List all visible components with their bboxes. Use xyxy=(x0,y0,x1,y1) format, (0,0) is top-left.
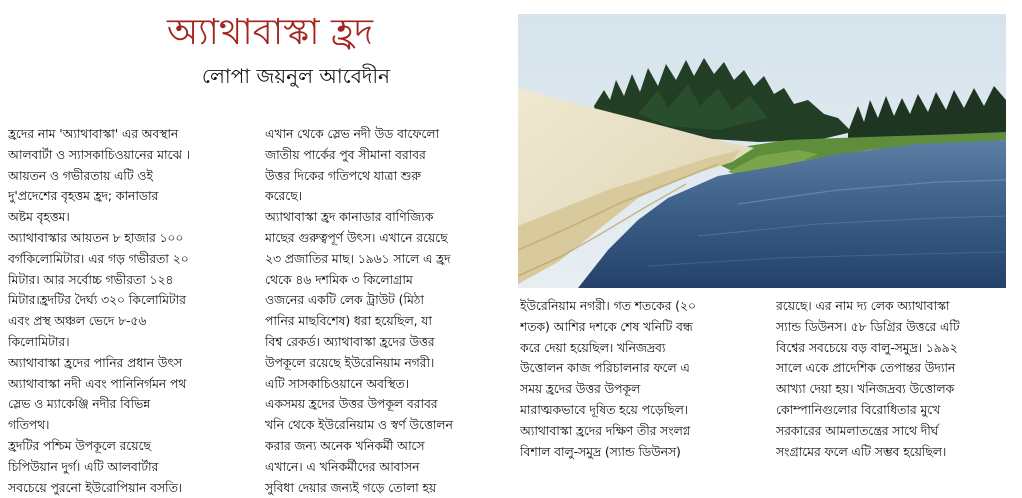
column-1-line: দু'প্রদেশের বৃহত্তম হ্রদ; কানাডার xyxy=(8,188,159,204)
column-4-line: বিশ্বের সবচেয়ে বড় বালু-সমুদ্র। ১৯৯২ xyxy=(776,339,958,355)
text-column-2 xyxy=(265,124,505,498)
column-3-line: বিশাল বালু-সমুদ্র (স্যান্ড ডিউনস) xyxy=(520,443,681,459)
column-1-line: সবচেয়ে পুরনো ইউরোপিয়ান বসতি। xyxy=(8,479,183,495)
column-4-line: স্যান্ড ডিউনস। ৫৮ ডিগ্রির উত্তরে এটি xyxy=(776,318,960,334)
column-2-line: মাছের গুরুত্বপূর্ণ উৎস। এখানে রয়েছে xyxy=(265,229,448,245)
column-1-line: অ্যাথাবাস্কার আয়তন ৮ হাজার ১০০ xyxy=(8,229,184,245)
text-column-1 xyxy=(8,124,258,498)
column-2-line: ২৩ প্রজাতির মাছ। ১৯৬১ সালে এ হ্রদ xyxy=(265,250,451,266)
text-column-4 xyxy=(776,296,1016,462)
column-2-line: ওজনের একটি লেক ট্রাউট (মিঠা xyxy=(265,292,424,308)
column-3-line: মারাত্মকভাবে দূষিত হয়ে পড়েছিল। xyxy=(520,401,689,417)
column-2-line: বিশ্ব রেকর্ড। অ্যাথাবাস্কা হ্রদের উত্তর xyxy=(265,333,435,349)
column-1-line: গতিপথ। xyxy=(8,417,50,433)
column-2-line: একসময় হ্রদের উত্তর উপকূল বরাবর xyxy=(265,396,438,412)
column-1-line: অ্যাথাবাস্কা হ্রদের পানির প্রধান উৎস xyxy=(8,354,182,370)
column-1-line: মিটার। আর সর্বোচ্চ গভীরতা ১২৪ xyxy=(8,271,174,287)
column-1-line: হ্রদের নাম 'অ্যাথাবাস্কা' এর অবস্থান xyxy=(8,126,179,141)
text-column-3 xyxy=(520,296,765,462)
column-1-line: এবং প্রস্থ অঞ্চল ভেদে ৮-৫৬ xyxy=(8,313,147,329)
article-title: অ্যাথাবাস্কা হ্রদ xyxy=(166,12,374,53)
column-2-line: খনি থেকে ইউরেনিয়াম ও স্বর্ণ উত্তোলন xyxy=(265,417,453,433)
column-2-line: থেকে ৪৬ দশমিক ৩ কিলোগ্রাম xyxy=(265,271,413,287)
column-1-line: চিপিউয়ান দুর্গ। এটি আলবার্টার xyxy=(8,458,159,474)
column-3-line: উত্তোলন কাজ পরিচালনার ফলে এ xyxy=(520,360,690,376)
column-3-line: অ্যাথাবাস্কা হ্রদের দক্ষিণ তীর সংলগ্ন xyxy=(520,422,691,438)
column-1-line: কিলোমিটার। xyxy=(8,333,70,349)
column-2-line: এখান থেকে স্লেভ নদী উড বাফেলো xyxy=(265,126,440,141)
column-3-line: সময় হ্রদের উত্তর উপকূল xyxy=(520,381,641,397)
column-2-line: উপকূলে রয়েছে ইউরেনিয়াম নগরী। xyxy=(265,354,435,370)
column-2-line: এটি সাসকাচিওয়ানে অবস্থিত। xyxy=(265,375,409,391)
column-2-line: পানির মাছবিশেষ) ধরা হয়েছিল, যা xyxy=(265,313,432,329)
column-3-line: ইউরেনিয়াম নগরী। গত শতকের (২০ xyxy=(520,298,696,313)
column-1-line: স্লেভ ও ম্যাকেঞ্জি নদীর বিভিন্ন xyxy=(8,396,151,412)
column-4-line: সরকারের আমলাতন্ত্রের সাথে দীর্ঘ xyxy=(776,422,939,438)
column-1-line: বর্গকিলোমিটার। এর গড় গভীরতা ২০ xyxy=(8,250,189,266)
column-4-line: আখ্যা দেয়া হয়। খনিজদ্রব্য উত্তোলক xyxy=(776,381,955,397)
column-2-line: করেছে। xyxy=(265,188,302,204)
column-2-line: জাতীয় পার্কের পুব সীমানা বরাবর xyxy=(265,146,426,162)
column-2-line: অ্যাথাবাস্কা হ্রদ কানাডার বাণিজ্যিক xyxy=(265,209,434,225)
column-2-line: করার জন্য অনেক খনিকর্মী আসে xyxy=(265,437,425,453)
column-2-line: সুবিধা দেয়ার জন্যই গড়ে তোলা হয় xyxy=(265,479,437,495)
column-3-line: শতক) আশির দশকে শেষ খনিটি বন্ধ xyxy=(520,318,693,334)
column-4-line: সংগ্রামের ফলে এটি সম্ভব হয়েছিল। xyxy=(776,443,947,459)
column-3-line: করে দেয়া হয়েছিল। খনিজদ্রব্য xyxy=(520,339,666,355)
column-1-line: আলবার্টা ও স্যাসকাচিওয়ানের মাঝে । xyxy=(8,146,190,162)
column-4-line: কোম্পানিগুলোর বিরোধিতার মুখে xyxy=(776,401,941,417)
column-1-line: অষ্টম বৃহত্তম। xyxy=(8,209,70,225)
column-1-line: মিটার।হ্রদটির দৈর্ঘ্য ৩২০ কিলোমিটার xyxy=(8,292,186,308)
column-1-line: হ্রদটির পশ্চিম উপকূলে রয়েছে xyxy=(8,437,151,453)
lake-photo xyxy=(518,14,1006,288)
column-4-line: সালে একে প্রাদেশিক তেপান্তর উদ্যান xyxy=(776,360,956,376)
column-1-line: অ্যাথাবাস্কা নদী এবং পানিনির্গমন পথ xyxy=(8,375,187,391)
column-2-line: এখানে। এ খনিকর্মীদের আবাসন xyxy=(265,458,420,474)
column-2-line: উত্তর দিকের গতিপথে যাত্রা শুরু xyxy=(265,167,421,183)
column-4-line: রয়েছে। এর নাম দ্য লেক অ্যাথাবাস্কা xyxy=(776,298,950,313)
article-byline: লোপা জয়নুল আবেদীন xyxy=(201,64,390,88)
column-1-line: আয়তন ও গভীরতায় এটি ওই xyxy=(8,167,153,183)
